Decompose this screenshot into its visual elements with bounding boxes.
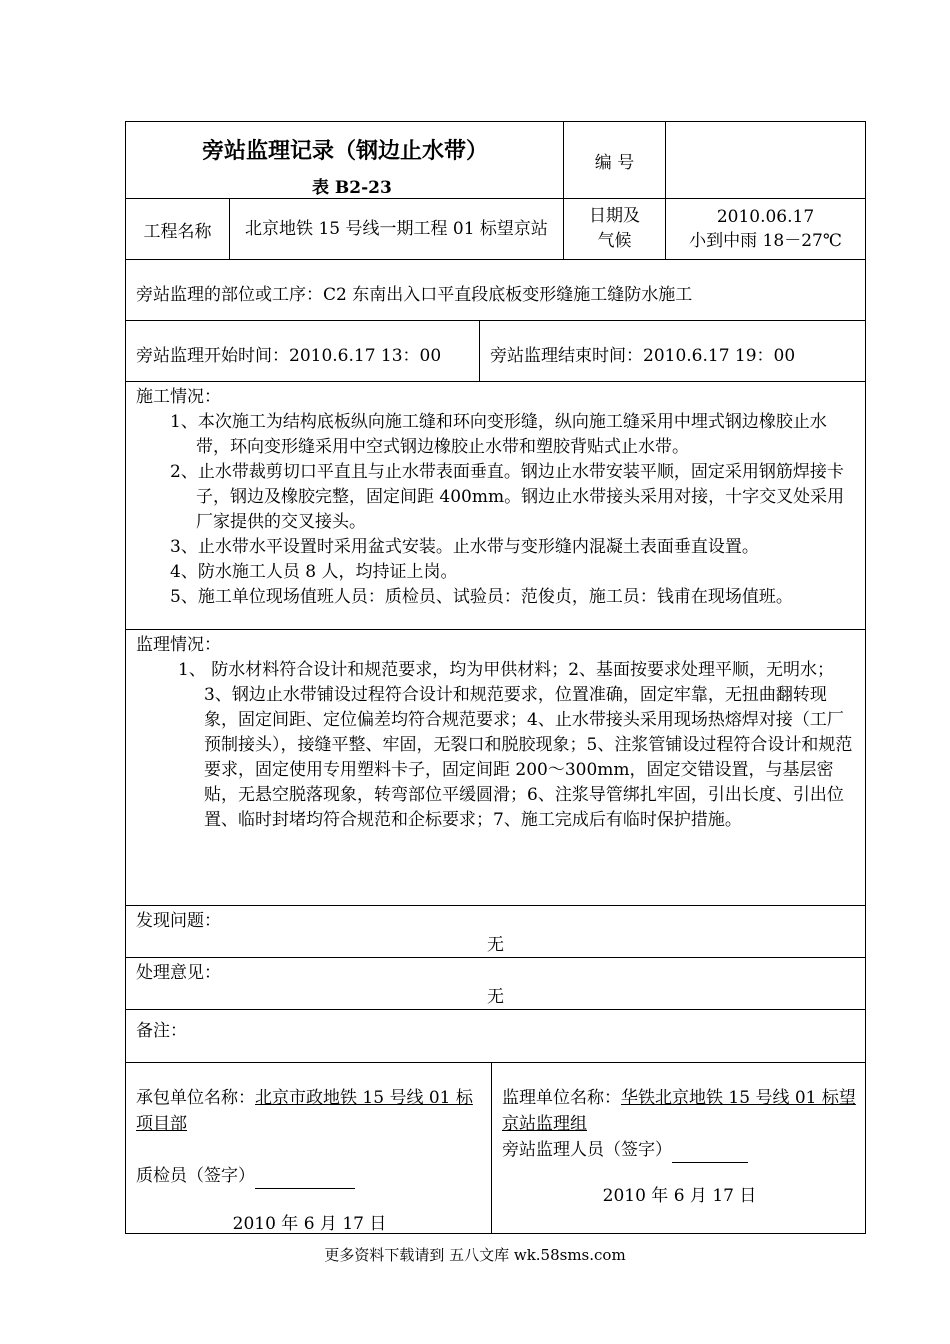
number-label: 编 号 xyxy=(594,152,635,173)
problems-cell xyxy=(125,905,866,957)
supervision-text: 1、 防水材料符合设计和规范要求，均为甲供材料；2、基面按要求处理平顺，无明水；3、钢边止水带铺设过程符合设计和规范要求，位置准确，固定牢靠，无扭曲翻转现象，固定间距、定位偏差均符合规范要求；4、止水带接头采用现场热熔焊对接（工厂预制接头），接缝平整、牢固，无裂口和脱胶现象；5、注浆管铺设过程符合设计和规范要求，固定使用专用塑料卡子，固定间距 200～300mm，固定交错设置，与基层密贴，无悬空脱落现象，转弯部位平缓圆滑；6、注浆导管绑扎牢固，引出长度、引出位置、临时封堵均符合规范和企标要求；7、施工完成后有临时保护措施。 xyxy=(178,660,853,830)
end-time-value: 2010.6.17 19：00 xyxy=(643,346,796,366)
document-title: 旁站监理记录（钢边止水带） xyxy=(201,138,488,164)
construction-label: 施工情况： xyxy=(136,387,221,407)
problems-value: 无 xyxy=(487,935,504,955)
supervision-label: 监理情况： xyxy=(136,635,221,655)
construction-cell xyxy=(125,381,866,629)
remarks-label: 备注： xyxy=(136,1021,187,1041)
supervisor-label: 监理单位名称： xyxy=(502,1088,621,1108)
number-value-cell xyxy=(665,121,866,198)
position-cell xyxy=(125,259,866,320)
project-label-cell xyxy=(125,198,229,259)
supervisor-unit xyxy=(502,1085,857,1137)
construction-list xyxy=(136,410,857,610)
date-value: 2010.06.17 xyxy=(716,207,815,227)
end-time-cell xyxy=(479,320,866,381)
project-name-value: 北京地铁 15 号线一期工程 01 标望京站 xyxy=(245,218,548,239)
supervisor-person-label: 旁站监理人员（签字） xyxy=(502,1140,672,1160)
opinion-label: 处理意见： xyxy=(136,963,221,983)
form-number: 表 B2-23 xyxy=(312,178,392,198)
supervisor-person-signature xyxy=(502,1137,857,1163)
contractor-cell xyxy=(125,1062,491,1234)
project-name-label: 工程名称 xyxy=(143,221,212,242)
supervision-cell xyxy=(125,629,866,905)
position-value: C2 东南出入口平直段底板变形缝施工缝防水施工 xyxy=(323,285,693,305)
contractor-date: 2010 年 6 月 17 日 xyxy=(232,1214,387,1234)
weather-value: 小到中雨 18－27℃ xyxy=(689,231,842,251)
construction-item: 1、本次施工为结构底板纵向施工缝和环向变形缝，纵向施工缝采用中埋式钢边橡胶止水带，环向变形缝采用中空式钢边橡胶止水带和塑胶背贴式止水带。 xyxy=(170,412,827,457)
end-time-label: 旁站监理结束时间： xyxy=(490,346,643,366)
contractor-unit xyxy=(136,1085,483,1137)
contractor-label: 承包单位名称： xyxy=(136,1088,255,1108)
inspector-signature xyxy=(136,1163,483,1189)
supervisor-date: 2010 年 6 月 17 日 xyxy=(602,1186,757,1206)
start-time-value: 2010.6.17 13：00 xyxy=(289,346,442,366)
date-value-cell xyxy=(665,198,866,259)
footer-text: 更多资料下载请到 五八文库 wk.58sms.com xyxy=(324,1246,626,1264)
construction-item: 5、施工单位现场值班人员：质检员、试验员：范俊贞，施工员：钱甫在现场值班。 xyxy=(170,587,793,607)
contractor-value: 北京市政地铁 15 号线 01 标项目部 xyxy=(136,1088,473,1134)
remarks-cell xyxy=(125,1009,866,1062)
construction-item: 3、止水带水平设置时采用盆式安装。止水带与变形缝内混凝土表面垂直设置。 xyxy=(170,537,759,557)
inspector-signature-line xyxy=(255,1170,355,1189)
problems-label: 发现问题： xyxy=(136,911,221,931)
supervisor-value: 华铁北京地铁 15 号线 01 标望京站监理组 xyxy=(502,1088,856,1134)
supervisor-signature-line xyxy=(672,1144,748,1163)
opinion-value: 无 xyxy=(487,987,504,1007)
opinion-cell xyxy=(125,957,866,1009)
construction-item: 2、止水带裁剪切口平直且与止水带表面垂直。钢边止水带安装平顺，固定采用钢筋焊接卡子，钢边及橡胶完整，固定间距 400mm。钢边止水带接头采用对接，十字交叉处采用厂家提供的交叉接头。 xyxy=(170,462,845,532)
position-label: 旁站监理的部位或工序： xyxy=(136,285,323,305)
supervision-record-form xyxy=(125,121,866,1234)
construction-item: 4、防水施工人员 8 人，均持证上岗。 xyxy=(170,562,458,582)
project-value-cell xyxy=(229,198,563,259)
start-time-label: 旁站监理开始时间： xyxy=(136,346,289,366)
number-label-cell xyxy=(563,121,665,198)
date-label-cell xyxy=(563,198,665,259)
start-time-cell xyxy=(125,320,479,381)
inspector-label: 质检员（签字） xyxy=(136,1166,255,1186)
date-weather-label: 日期及气候 xyxy=(589,206,640,251)
title-cell xyxy=(125,121,563,198)
supervisor-cell xyxy=(491,1062,866,1234)
